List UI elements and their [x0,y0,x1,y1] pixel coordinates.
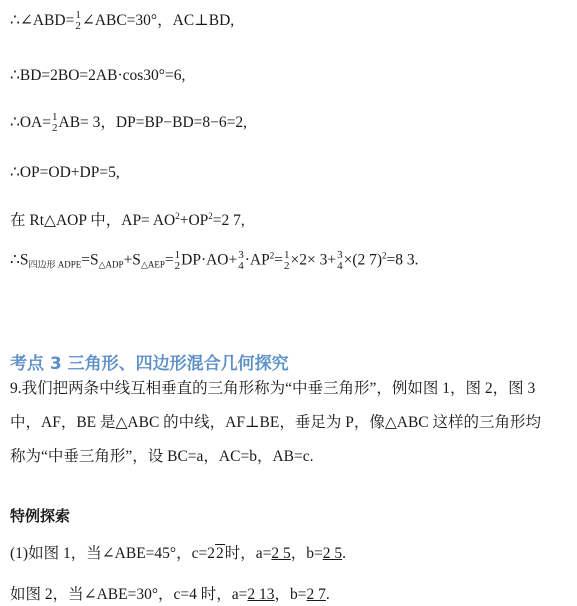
text: ，b= [290,545,323,562]
fraction [75,10,81,32]
text: = [164,251,174,269]
problem-statement [10,372,565,474]
text: 时，a= [224,545,272,562]
equation-line-1 [10,8,234,32]
numerator: 1 [52,111,58,124]
question-2 [10,582,330,604]
fraction [238,250,244,272]
fraction [175,250,181,272]
text: 在 Rt△AOP 中，AP= AO [10,212,176,229]
subsection-title: 特例探索 [10,507,71,525]
equation-line-6 [10,250,419,272]
text: DP·AO+ [181,251,238,269]
denominator: 4 [238,260,244,272]
superscript: 2 [175,211,180,221]
answer-blank: 2 5 [322,545,343,562]
text: ×2× 3+ [290,251,337,269]
superscript: 2 [208,211,213,221]
text: ∴OP=OD+DP=5, [10,164,120,181]
subscript: 四边形 ADPE [28,259,82,270]
text: ∴BD=2BO=2AB·cos30°=6, [10,67,186,84]
equation-line-5 [10,208,245,230]
numerator: 1 [283,249,290,261]
problem-line: 9.我们把两条中线互相垂直的三角形称为“中垂三角形”，例如图 1，图 2，图 3 [10,380,536,397]
problem-line: 中，AF，BE 是△ABC 的中线，AF⊥BE，垂足为 P，像△ABC 这样的三角形均 [10,414,542,431]
problem-line: 称为“中垂三角形”，设 BC=a，AC=b，AB=c. [10,448,314,465]
equation-line-4 [10,163,120,182]
text: ·AP [244,251,270,269]
section-heading: 考点 3 三角形、四边形混合几何探究 [10,354,289,374]
text: = [274,251,283,269]
text: 如图 2，当∠ABE=30°，c=4 时，a= [10,586,248,603]
text: +OP [179,212,209,229]
denominator: 2 [283,260,290,272]
text: ∴OA= [10,114,51,131]
text: (1)如图 1，当∠ABE=45°，c=2 [10,545,215,562]
text: +S [123,251,141,269]
denominator: 2 [174,260,181,272]
denominator: 4 [337,260,343,272]
superscript: 2 [269,250,275,261]
equation-line-2 [10,66,185,85]
text: . [325,586,330,603]
fraction [284,250,290,272]
text: AB= 3，DP=BP−BD=8−6=2, [58,114,248,131]
fraction [337,250,343,272]
text: ∴S [10,251,29,269]
answer-blank: 2 5 [271,545,291,562]
numerator: 1 [75,9,81,22]
answer-blank: 2 13 [247,586,275,603]
subscript: △AEP [140,259,165,270]
question-1 [10,541,346,563]
text: ×(2 7) [343,251,383,269]
text: ∠ABC=30°，AC⊥BD, [81,12,235,29]
answer-blank: 2 7 [306,586,326,603]
text: =8 3. [386,251,419,269]
numerator: 1 [174,249,181,261]
denominator: 2 [52,122,58,135]
text: ∴∠ABD= [10,12,75,29]
radicand: 2 [216,545,224,562]
text: =S [81,251,99,269]
text: . [342,545,346,562]
numerator: 3 [337,249,343,261]
numerator: 3 [238,249,244,261]
superscript: 2 [382,250,387,261]
text: =2 7, [212,212,245,229]
subscript: △ADP [98,259,124,270]
sqrt [215,544,225,562]
denominator: 2 [75,20,81,33]
equation-line-3 [10,110,247,134]
fraction [52,112,58,134]
text: ，b= [274,586,307,603]
